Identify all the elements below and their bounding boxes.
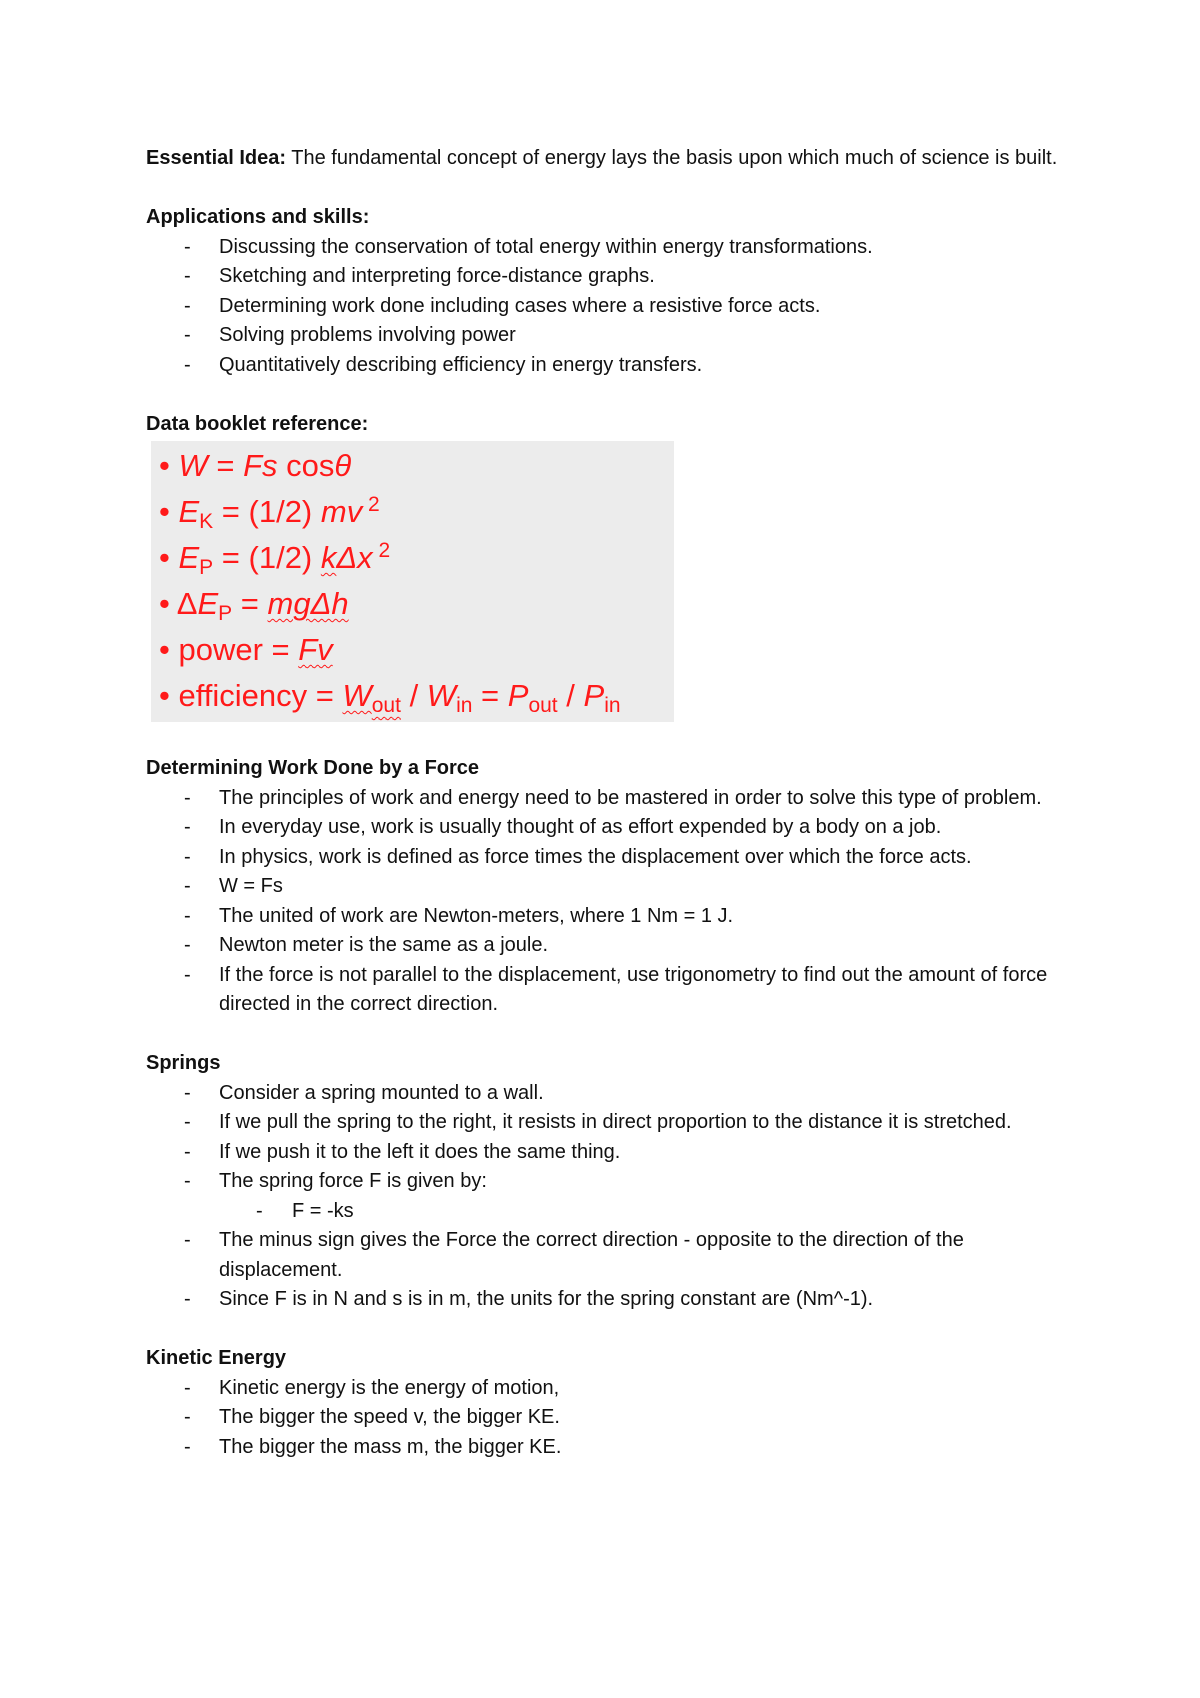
list-item: - Consider a spring mounted to a wall. xyxy=(184,1081,544,1104)
applications-heading: Applications and skills: xyxy=(146,206,370,228)
formula-elastic-energy: • $E_P = (1/2)$ kΔx $^2$ xyxy=(159,539,391,579)
list-item: - If we pull the spring to the right, it resists in direct proportion to the distance it is stretched. xyxy=(184,1111,1012,1133)
list-item: - Discussing the conservation of total energy within energy transformations. xyxy=(184,235,873,258)
formula-efficiency: • efficiency = $W_{out} / W_{in} = P_{out} / P_{in}$ xyxy=(159,678,621,717)
springs-heading: Springs xyxy=(146,1052,221,1074)
springs-sublist xyxy=(146,1197,1076,1227)
list-item: - Kinetic energy is the energy of motion, xyxy=(184,1376,560,1399)
essential-idea-text: The fundamental concept of energy lays the basis upon which much of science is built. xyxy=(286,147,1058,169)
formula-image xyxy=(151,441,674,722)
springs-list xyxy=(146,1079,1076,1197)
formula-work: • W = Fs cosθ xyxy=(159,448,352,483)
list-item: - In physics, work is defined as force times the displacement over which the force acts. xyxy=(184,845,972,868)
work-list xyxy=(146,784,1076,1020)
springs-list-continued xyxy=(146,1226,1076,1315)
list-item: - The principles of work and energy need to be mastered in order to solve this type of problem. xyxy=(184,786,1042,809)
list-item: - The spring force F is given by: xyxy=(184,1170,487,1192)
list-item: - The bigger the speed v, the bigger KE. xyxy=(184,1406,560,1428)
essential-idea-label: Essential Idea: xyxy=(146,147,287,169)
list-item: - Quantitatively describing efficiency in energy transfers. xyxy=(184,353,703,376)
kinetic-heading: Kinetic Energy xyxy=(146,1347,287,1369)
essential-idea xyxy=(146,144,1076,174)
formula-kinetic-energy: • $E_K = (1/2)$ mv $^2$ xyxy=(159,493,380,533)
list-item: - Solving problems involving power xyxy=(184,324,516,346)
document-content xyxy=(146,144,1076,1462)
list-item: - The bigger the mass m, the bigger KE. xyxy=(184,1435,562,1458)
formula-potential-energy: • $\Delta E_P = mg\Delta h$ xyxy=(159,586,349,625)
list-item: - Newton meter is the same as a joule. xyxy=(184,934,549,956)
formula-power: • power = Fv xyxy=(159,632,333,667)
kinetic-list xyxy=(146,1374,1076,1463)
work-heading: Determining Work Done by a Force xyxy=(146,757,480,779)
list-item: - Determining work done including cases where a resistive force acts. xyxy=(184,294,821,317)
applications-list xyxy=(146,233,1076,381)
list-item: - F = -ks xyxy=(256,1199,354,1222)
list-item: - In everyday use, work is usually thought of as effort expended by a body on a job. xyxy=(184,816,942,838)
list-item: - If we push it to the left it does the same thing. xyxy=(184,1140,621,1163)
list-item: - The minus sign gives the Force the correct direction - opposite to the direction of the displacement. xyxy=(184,1229,964,1281)
list-item: - Sketching and interpreting force-distance graphs. xyxy=(184,265,655,287)
list-item: - If the force is not parallel to the displacement, use trigonometry to find out the amount of force directed in the correct direction. xyxy=(184,963,1048,1015)
list-item: - Since F is in N and s is in m, the units for the spring constant are (Nm^-1). xyxy=(184,1288,874,1310)
list-item: - W = Fs xyxy=(184,875,283,897)
booklet-heading: Data booklet reference: xyxy=(146,412,369,435)
list-item: - The united of work are Newton-meters, where 1 Nm = 1 J. xyxy=(184,904,734,927)
